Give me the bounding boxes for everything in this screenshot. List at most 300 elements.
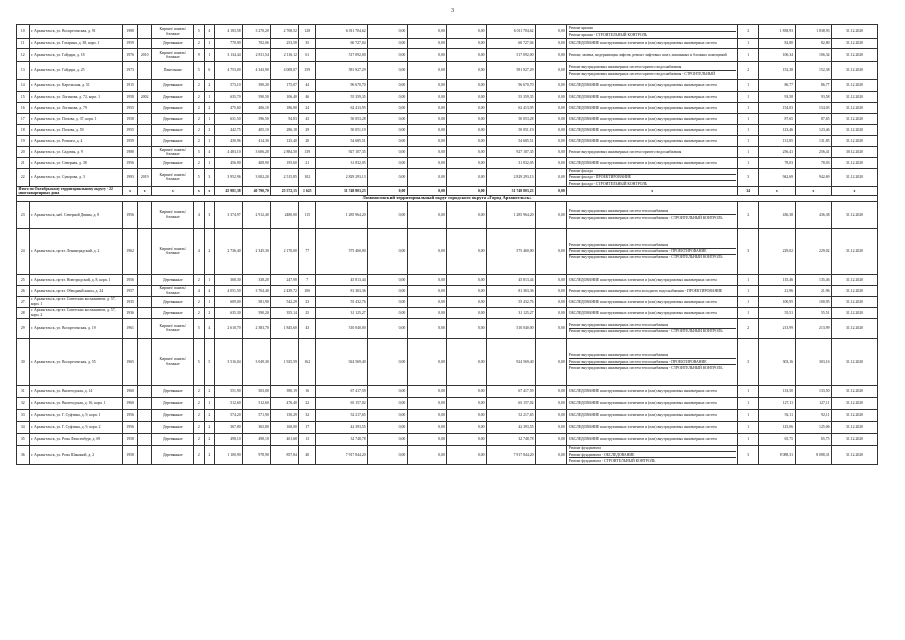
fund-3-cell: 0,00 bbox=[447, 397, 487, 409]
table-row bbox=[17, 39, 878, 49]
table-row bbox=[17, 318, 878, 338]
total-area-total: 45 981,38 bbox=[215, 186, 243, 196]
year-renovated-cell bbox=[137, 80, 152, 92]
max-cost-cell: 87,65 bbox=[795, 114, 831, 125]
fund-4-cell: 6 011 704,62 bbox=[487, 25, 536, 39]
floors-cell: 4 bbox=[194, 285, 204, 296]
unit-count-cell: 1 bbox=[738, 147, 759, 158]
fund-3-cell: 0,00 bbox=[447, 433, 487, 445]
year-built-cell: 1988 bbox=[123, 147, 138, 158]
specific-cost-cell: 436,38 bbox=[759, 201, 795, 228]
table-row bbox=[17, 274, 878, 285]
specific-cost-cell: 100,95 bbox=[759, 296, 795, 307]
entrances-cell: 3 bbox=[204, 201, 214, 228]
row-number: 34 bbox=[17, 421, 30, 433]
area-total-cell: 551,90 bbox=[215, 385, 243, 397]
residents-cell: 44 bbox=[299, 80, 316, 92]
residents-cell: 32 bbox=[299, 409, 316, 421]
fund-2-cell: 0,00 bbox=[407, 136, 447, 147]
max-cost-cell: 154,03 bbox=[795, 103, 831, 114]
floors-cell: 5 bbox=[194, 338, 204, 385]
address-cell: г. Архангельск, ул. Розы Шаниной, д. 2 bbox=[29, 445, 123, 464]
specific-cost-cell: 87,65 bbox=[759, 114, 795, 125]
wall-material-cell: Кирпич/ панель/блочные bbox=[152, 49, 194, 62]
fund-4-cell: 52 217,65 bbox=[487, 409, 536, 421]
floors-cell: 4 bbox=[194, 201, 204, 228]
deadline-cell: 31.12.2020 bbox=[832, 103, 878, 114]
unit-count-cell: 3 bbox=[738, 169, 759, 187]
work-item: Ремонт внутридомовых инженерных систем теплоснабжения - СТРОИТЕЛЬНЫЙ КОНТРОЛЬ bbox=[569, 328, 736, 334]
row-number: 25 bbox=[17, 274, 30, 285]
work-item: ОБСЛЕДОВАНИЕ конструктивных элементов и (или) внутридомовых инженерных систем bbox=[568, 310, 717, 315]
fund-3-cell: 0,00 bbox=[447, 409, 487, 421]
specific-cost-cell: 65,75 bbox=[759, 433, 795, 445]
fund-4-cell: 32 748,78 bbox=[487, 433, 536, 445]
max-cost-cell: 78,03 bbox=[795, 158, 831, 169]
area-living-cell: 2 116,12 bbox=[271, 49, 299, 62]
max-cost-cell: 21,96 bbox=[795, 285, 831, 296]
works-cell bbox=[567, 114, 738, 125]
wall-material-cell: Деревянные bbox=[152, 158, 194, 169]
fund-2-cell: 0,00 bbox=[407, 318, 447, 338]
work-item: ОБСЛЕДОВАНИЕ конструктивных элементов и (или) внутридомовых инженерных систем bbox=[568, 401, 717, 406]
area-living-cell: 160,00 bbox=[271, 421, 299, 433]
unit-count-cell: 1 bbox=[738, 125, 759, 136]
work-item: Ремонт, замена, модернизация лифтов, ремонт лифтовых шахт, машинных и блочных помещений bbox=[568, 52, 727, 57]
area-total-cell: 4 183,58 bbox=[215, 25, 243, 39]
row-number: 21 bbox=[17, 158, 30, 169]
area-total-cell: 512,60 bbox=[215, 397, 243, 409]
fund-5-cell: 0,00 bbox=[536, 114, 567, 125]
work-item: Ремонт внутридомовых инженерных систем теплоснабжения bbox=[568, 322, 669, 327]
max-cost-cell: 106,34 bbox=[795, 49, 831, 62]
wall-material-cell: Деревянные bbox=[152, 421, 194, 433]
area-living-cell: 94,83 bbox=[271, 114, 299, 125]
max-cost-cell: 133,50 bbox=[795, 385, 831, 397]
max-cost-cell: 135,46 bbox=[795, 274, 831, 285]
year-renovated-cell bbox=[137, 103, 152, 114]
specific-cost-cell: 125,06 bbox=[759, 421, 795, 433]
work-item: Ремонт внутридомовых инженерных систем холодного водоснабжения - ПРОЕКТИРОВАНИЕ bbox=[568, 288, 723, 293]
deadline-cell: 31.12.2020 bbox=[832, 228, 878, 274]
entrances-cell: 1 bbox=[204, 274, 214, 285]
cost-total-cell: 31 125,27 bbox=[316, 307, 368, 318]
row-number: 31 bbox=[17, 385, 30, 397]
year-built-cell: 1959 bbox=[123, 39, 138, 49]
cost-total-cell: 517 092,00 bbox=[316, 49, 368, 62]
floors-cell: 2 bbox=[194, 307, 204, 318]
work-item: ОБСЛЕДОВАНИЕ конструктивных элементов и (или) внутридомовых инженерных систем bbox=[568, 277, 717, 282]
address-cell: г. Архангельск, наб. Северной Двины, д. 8 bbox=[29, 201, 123, 228]
fund-3-cell: 0,00 bbox=[447, 274, 487, 285]
residents-cell: 21 bbox=[299, 158, 316, 169]
row-number: 12 bbox=[17, 49, 30, 62]
table-row bbox=[17, 158, 878, 169]
fund-4-cell: 1 285 964,20 bbox=[487, 201, 536, 228]
residents-cell: 102 bbox=[299, 169, 316, 187]
max-cost-cell: 127,11 bbox=[795, 397, 831, 409]
fund-3-cell: 0,00 bbox=[447, 147, 487, 158]
area-total-cell: 475,60 bbox=[215, 103, 243, 114]
area-living-cell: 286,18 bbox=[271, 125, 299, 136]
fund-2-cell: 0,00 bbox=[407, 385, 447, 397]
fund-1-cell: 0,00 bbox=[368, 25, 408, 39]
area-residential-cell: 512,60 bbox=[243, 397, 271, 409]
year-renovated-cell bbox=[137, 228, 152, 274]
fund-3-cell: 0,00 bbox=[447, 80, 487, 92]
fund-1-cell: 0,00 bbox=[368, 201, 408, 228]
entrances-cell: 1 bbox=[204, 397, 214, 409]
fund-4-cell: 517 092,00 bbox=[487, 49, 536, 62]
year-built-cell: 1956 bbox=[123, 421, 138, 433]
fund-2-cell: 0,00 bbox=[407, 158, 447, 169]
area-living-cell: 186,80 bbox=[271, 103, 299, 114]
total-cell: x bbox=[123, 186, 138, 196]
deadline-cell: 31.12.2020 bbox=[832, 409, 878, 421]
address-cell: г. Архангельск, пр-кт. Новгородский, д. 8, корп. 1 bbox=[29, 274, 123, 285]
residents-cell: 61 bbox=[299, 49, 316, 62]
row-number: 35 bbox=[17, 433, 30, 445]
max-cost-cell: 213,99 bbox=[795, 318, 831, 338]
repair-register-table bbox=[16, 24, 878, 465]
table-row bbox=[17, 338, 878, 385]
area-total-cell: 498,10 bbox=[215, 433, 243, 445]
fund-5-cell: 0,00 bbox=[536, 147, 567, 158]
work-item: Ремонт фасада - СТРОИТЕЛЬНЫЙ КОНТРОЛЬ bbox=[569, 180, 736, 186]
total-deadline: x bbox=[832, 186, 878, 196]
total-cell: x bbox=[152, 186, 194, 196]
fund-4-cell: 7 917 844,20 bbox=[487, 445, 536, 464]
area-residential-cell: 3 049,30 bbox=[243, 338, 271, 385]
max-cost-cell: 942,69 bbox=[795, 169, 831, 187]
year-renovated-cell bbox=[137, 397, 152, 409]
total-people: 1 625 bbox=[299, 186, 316, 196]
work-item: ОБСЛЕДОВАНИЕ конструктивных элементов и (или) внутридомовых инженерных систем bbox=[568, 105, 717, 110]
specific-cost-cell: 21,96 bbox=[759, 285, 795, 296]
wall-material-cell: Деревянные bbox=[152, 136, 194, 147]
wall-material-cell: Кирпич/ панель/блочные bbox=[152, 338, 194, 385]
fund-5-cell: 0,00 bbox=[536, 136, 567, 147]
residents-cell: 43 bbox=[299, 318, 316, 338]
row-number: 28 bbox=[17, 307, 30, 318]
year-renovated-cell bbox=[137, 433, 152, 445]
fund-4-cell: 42 393,55 bbox=[487, 421, 536, 433]
fund-5-cell: 0,00 bbox=[536, 397, 567, 409]
fund-1-cell: 0,00 bbox=[368, 158, 408, 169]
max-cost-cell: 100,95 bbox=[795, 296, 831, 307]
deadline-cell: 31.12.2020 bbox=[832, 92, 878, 103]
total-area-living: 25 572,15 bbox=[271, 186, 299, 196]
table-row bbox=[17, 136, 878, 147]
address-cell: г. Архангельск, пр-кт. Советских космонавтов, д. 57, корп. 2 bbox=[29, 307, 123, 318]
row-number: 14 bbox=[17, 80, 30, 92]
area-residential-cell: 406,10 bbox=[243, 103, 271, 114]
unit-count-cell: 1 bbox=[738, 158, 759, 169]
total-fund-5: 0,00 bbox=[536, 186, 567, 196]
residents-cell: 16 bbox=[299, 385, 316, 397]
fund-3-cell: 0,00 bbox=[447, 39, 487, 49]
area-living-cell: 390,19 bbox=[271, 385, 299, 397]
area-total-cell: 770,90 bbox=[215, 39, 243, 49]
year-built-cell: 1973 bbox=[123, 62, 138, 80]
residents-cell: 29 bbox=[299, 125, 316, 136]
specific-cost-cell: 123,46 bbox=[759, 125, 795, 136]
specific-cost-cell: 127,11 bbox=[759, 397, 795, 409]
max-cost-cell: 1 838,93 bbox=[795, 25, 831, 39]
specific-cost-cell: 78,03 bbox=[759, 158, 795, 169]
fund-2-cell: 0,00 bbox=[407, 338, 447, 385]
floors-cell: 2 bbox=[194, 80, 204, 92]
residents-cell: 20 bbox=[299, 136, 316, 147]
specific-cost-cell: 154,03 bbox=[759, 103, 795, 114]
fund-5-cell: 0,00 bbox=[536, 39, 567, 49]
area-living-cell: 2 170,00 bbox=[271, 228, 299, 274]
cost-total-cell: 55 432,76 bbox=[316, 296, 368, 307]
specific-cost-cell: 131,85 bbox=[759, 136, 795, 147]
deadline-cell: 31.12.2020 bbox=[832, 385, 878, 397]
year-built-cell: 1935 bbox=[123, 296, 138, 307]
total-units: 34 bbox=[738, 186, 759, 196]
works-cell bbox=[567, 147, 738, 158]
floors-cell: 2 bbox=[194, 125, 204, 136]
area-total-cell: 4 051,50 bbox=[215, 285, 243, 296]
deadline-cell: 31.12.2020 bbox=[832, 62, 878, 80]
fund-3-cell: 0,00 bbox=[447, 49, 487, 62]
area-residential-cell: 3 270,20 bbox=[243, 25, 271, 39]
fund-2-cell: 0,00 bbox=[407, 296, 447, 307]
okt-total-row bbox=[17, 186, 878, 196]
work-item: Ремонт внутридомовых инженерных систем теплоснабжения - СТРОИТЕЛЬНЫЙ КОНТРОЛЬ bbox=[569, 214, 736, 220]
works-cell bbox=[567, 274, 738, 285]
year-renovated-cell bbox=[137, 39, 152, 49]
area-total-cell: 2 736,40 bbox=[215, 228, 243, 274]
fund-5-cell: 0,00 bbox=[536, 409, 567, 421]
works-cell bbox=[567, 169, 738, 187]
fund-2-cell: 0,00 bbox=[407, 409, 447, 421]
cost-total-cell: 32 748,78 bbox=[316, 433, 368, 445]
year-built-cell: 1956 bbox=[123, 201, 138, 228]
area-residential-cell: 590,20 bbox=[243, 307, 271, 318]
year-renovated-cell bbox=[137, 158, 152, 169]
residents-cell: 13 bbox=[299, 433, 316, 445]
cost-total-cell: 62 413,95 bbox=[316, 103, 368, 114]
entrances-cell: 4 bbox=[204, 25, 214, 39]
residents-cell: 139 bbox=[299, 147, 316, 158]
work-item: Ремонт внутридомовых инженерных систем теплоснабжения - СТРОИТЕЛЬНЫЙ КОНТРОЛЬ bbox=[569, 254, 736, 260]
fund-4-cell: 60 727,04 bbox=[487, 39, 536, 49]
work-item: ОБСЛЕДОВАНИЕ конструктивных элементов и (или) внутридомовых инженерных систем bbox=[568, 41, 717, 46]
unit-count-cell: 1 bbox=[738, 103, 759, 114]
work-item: Ремонт внутридомовых инженерных систем теплоснабжения bbox=[568, 242, 669, 247]
total-area-res: 40 790,70 bbox=[243, 186, 271, 196]
specific-cost-cell: 152,38 bbox=[759, 62, 795, 80]
cost-total-cell: 1 285 964,20 bbox=[316, 201, 368, 228]
entrances-cell: 2 bbox=[204, 385, 214, 397]
address-cell: г. Архангельск, пр-кт. Ленинградский, д. 2 bbox=[29, 228, 123, 274]
cost-total-cell: 6 011 704,62 bbox=[316, 25, 368, 39]
residents-cell: 106 bbox=[299, 285, 316, 296]
floors-cell: 2 bbox=[194, 158, 204, 169]
cost-total-cell: 575 460,00 bbox=[316, 228, 368, 274]
works-cell bbox=[567, 136, 738, 147]
row-number: 18 bbox=[17, 125, 30, 136]
max-cost-cell: 8 088,31 bbox=[795, 445, 831, 464]
fund-5-cell: 0,00 bbox=[536, 385, 567, 397]
unit-count-cell: 1 bbox=[738, 114, 759, 125]
fund-1-cell: 0,00 bbox=[368, 125, 408, 136]
area-residential-cell: 2 811,54 bbox=[243, 49, 271, 62]
unit-count-cell: 2 bbox=[738, 201, 759, 228]
year-renovated-cell bbox=[137, 25, 152, 39]
row-number: 11 bbox=[17, 39, 30, 49]
area-residential-cell: 414,30 bbox=[243, 136, 271, 147]
fund-4-cell: 510 040,00 bbox=[487, 318, 536, 338]
year-renovated-cell bbox=[137, 285, 152, 296]
cost-total-cell: 510 040,00 bbox=[316, 318, 368, 338]
residents-cell: 115 bbox=[299, 201, 316, 228]
deadline-cell: 31.12.2020 bbox=[832, 433, 878, 445]
fund-3-cell: 0,00 bbox=[447, 103, 487, 114]
specific-cost-cell: 55,51 bbox=[759, 307, 795, 318]
unit-count-cell: 1 bbox=[738, 39, 759, 49]
fund-5-cell: 0,00 bbox=[536, 318, 567, 338]
address-cell: г. Архангельск, ул. Карельская, д. 51 bbox=[29, 80, 123, 92]
unit-count-cell: 3 bbox=[738, 338, 759, 385]
fund-5-cell: 0,00 bbox=[536, 92, 567, 103]
year-built-cell: 1915 bbox=[123, 80, 138, 92]
fund-4-cell: 67 417,59 bbox=[487, 385, 536, 397]
area-living-cell: 253,58 bbox=[271, 39, 299, 49]
unit-count-cell: 1 bbox=[738, 397, 759, 409]
wall-material-cell: Деревянные bbox=[152, 445, 194, 464]
entrances-cell: 1 bbox=[204, 49, 214, 62]
entrances-cell: 2 bbox=[204, 80, 214, 92]
specific-cost-cell: 229,02 bbox=[759, 228, 795, 274]
year-built-cell: 1958 bbox=[123, 114, 138, 125]
fund-1-cell: 0,00 bbox=[368, 136, 408, 147]
residents-cell: 25 bbox=[299, 307, 316, 318]
fund-1-cell: 0,00 bbox=[368, 338, 408, 385]
specific-cost-cell: 213,99 bbox=[759, 318, 795, 338]
works-cell bbox=[567, 92, 738, 103]
residents-cell: 162 bbox=[299, 338, 316, 385]
fund-3-cell: 0,00 bbox=[447, 158, 487, 169]
table-row bbox=[17, 147, 878, 158]
specific-cost-cell: 135,46 bbox=[759, 274, 795, 285]
year-built-cell: 1959 bbox=[123, 136, 138, 147]
works-cell bbox=[567, 296, 738, 307]
work-item: ОБСЛЕДОВАНИЕ конструктивных элементов и (или) внутридомовых инженерных систем bbox=[568, 94, 717, 99]
area-residential-cell: 3 002,20 bbox=[243, 169, 271, 187]
area-living-cell: 195,60 bbox=[271, 158, 299, 169]
fund-1-cell: 0,00 bbox=[368, 445, 408, 464]
fund-4-cell: 62 413,95 bbox=[487, 103, 536, 114]
area-living-cell: 1 845,60 bbox=[271, 318, 299, 338]
entrances-cell: 2 bbox=[204, 409, 214, 421]
residents-cell: 128 bbox=[299, 25, 316, 39]
residents-cell: 24 bbox=[299, 103, 316, 114]
work-item: Ремонт внутридомовых инженерных систем теплоснабжения - СТРОИТЕЛЬНЫЙ КОНТРОЛЬ bbox=[569, 364, 736, 370]
year-renovated-cell: 2002 bbox=[137, 92, 152, 103]
unit-count-cell: 1 bbox=[738, 409, 759, 421]
work-item: ОБСЛЕДОВАНИЕ конструктивных элементов и (или) внутридомовых инженерных систем bbox=[568, 127, 717, 132]
year-built-cell: 1960 bbox=[123, 385, 138, 397]
fund-1-cell: 0,00 bbox=[368, 397, 408, 409]
fund-1-cell: 0,00 bbox=[368, 228, 408, 274]
deadline-cell: 31.12.2020 bbox=[832, 25, 878, 39]
table-row bbox=[17, 421, 878, 433]
area-total-cell: 3 134,44 bbox=[215, 49, 243, 62]
fund-5-cell: 0,00 bbox=[536, 80, 567, 92]
address-cell: г. Архангельск, ул. Вычегодская, д. 16, корп. 1 bbox=[29, 397, 123, 409]
fund-1-cell: 0,00 bbox=[368, 114, 408, 125]
area-residential-cell: 581,90 bbox=[243, 296, 271, 307]
work-item: ОБСЛЕДОВАНИЕ конструктивных элементов и (или) внутридомовых инженерных систем bbox=[568, 437, 717, 442]
max-cost-cell: 93,58 bbox=[795, 92, 831, 103]
fund-1-cell: 0,00 bbox=[368, 385, 408, 397]
deadline-cell: 31.12.2020 bbox=[832, 39, 878, 49]
year-built-cell: 1956 bbox=[123, 158, 138, 169]
unit-count-cell: 2 bbox=[738, 318, 759, 338]
total-fund-3: 0,00 bbox=[447, 186, 487, 196]
work-item: ОБСЛЕДОВАНИЕ конструктивных элементов и (или) внутридомовых инженерных систем bbox=[568, 389, 717, 394]
table-row bbox=[17, 385, 878, 397]
fund-3-cell: 0,00 bbox=[447, 285, 487, 296]
year-renovated-cell bbox=[137, 296, 152, 307]
work-item: ОБСЛЕДОВАНИЕ конструктивных элементов и (или) внутридомовых инженерных систем bbox=[568, 160, 717, 165]
address-cell: г. Архангельск, ул. Попова, д. 59 bbox=[29, 125, 123, 136]
fund-3-cell: 0,00 bbox=[447, 201, 487, 228]
area-residential-cell: 365,80 bbox=[243, 421, 271, 433]
floors-cell: 4 bbox=[194, 228, 204, 274]
area-living-cell: 542,29 bbox=[271, 296, 299, 307]
address-cell: г. Архангельск, ул. Садовая, д. 9 bbox=[29, 147, 123, 158]
year-built-cell: 1958 bbox=[123, 445, 138, 464]
works-cell bbox=[567, 80, 738, 92]
fund-2-cell: 0,00 bbox=[407, 147, 447, 158]
row-number: 26 bbox=[17, 285, 30, 296]
area-total-cell: 3 952,96 bbox=[215, 169, 243, 187]
residents-cell: 7 bbox=[299, 274, 316, 285]
floors-cell: 2 bbox=[194, 103, 204, 114]
deadline-cell: 31.12.2020 bbox=[832, 285, 878, 296]
works-cell bbox=[567, 307, 738, 318]
work-item: Ремонт внутридомовых инженерных систем теплоснабжения - ПРОЕКТИРОВАНИЕ bbox=[569, 248, 736, 254]
area-residential-cell: 503,00 bbox=[243, 385, 271, 397]
unit-count-cell: 2 bbox=[738, 62, 759, 80]
cost-total-cell: 55 359,35 bbox=[316, 92, 368, 103]
fund-4-cell: 81 363,36 bbox=[487, 285, 536, 296]
residents-cell: 159 bbox=[299, 62, 316, 80]
wall-material-cell: Кирпич/ панель/блочные bbox=[152, 228, 194, 274]
area-residential-cell: 596,50 bbox=[243, 114, 271, 125]
fund-1-cell: 0,00 bbox=[368, 421, 408, 433]
fund-5-cell: 0,00 bbox=[536, 338, 567, 385]
work-item: ОБСЛЕДОВАНИЕ конструктивных элементов и (или) внутридомовых инженерных систем bbox=[568, 83, 717, 88]
wall-material-cell: Кирпич/ панель/блочные bbox=[152, 201, 194, 228]
specific-cost-cell: 93,58 bbox=[759, 92, 795, 103]
fund-3-cell: 0,00 bbox=[447, 136, 487, 147]
address-cell: г. Архангельск, ул. Северная, д. 38 bbox=[29, 158, 123, 169]
total-max: x bbox=[795, 186, 831, 196]
entrances-cell: 1 bbox=[204, 92, 214, 103]
area-total-cell: 609,00 bbox=[215, 296, 243, 307]
fund-5-cell: 0,00 bbox=[536, 201, 567, 228]
cost-total-cell: 45 813,44 bbox=[316, 274, 368, 285]
fund-4-cell: 924 569,40 bbox=[487, 338, 536, 385]
year-renovated-cell bbox=[137, 147, 152, 158]
year-renovated-cell bbox=[137, 338, 152, 385]
